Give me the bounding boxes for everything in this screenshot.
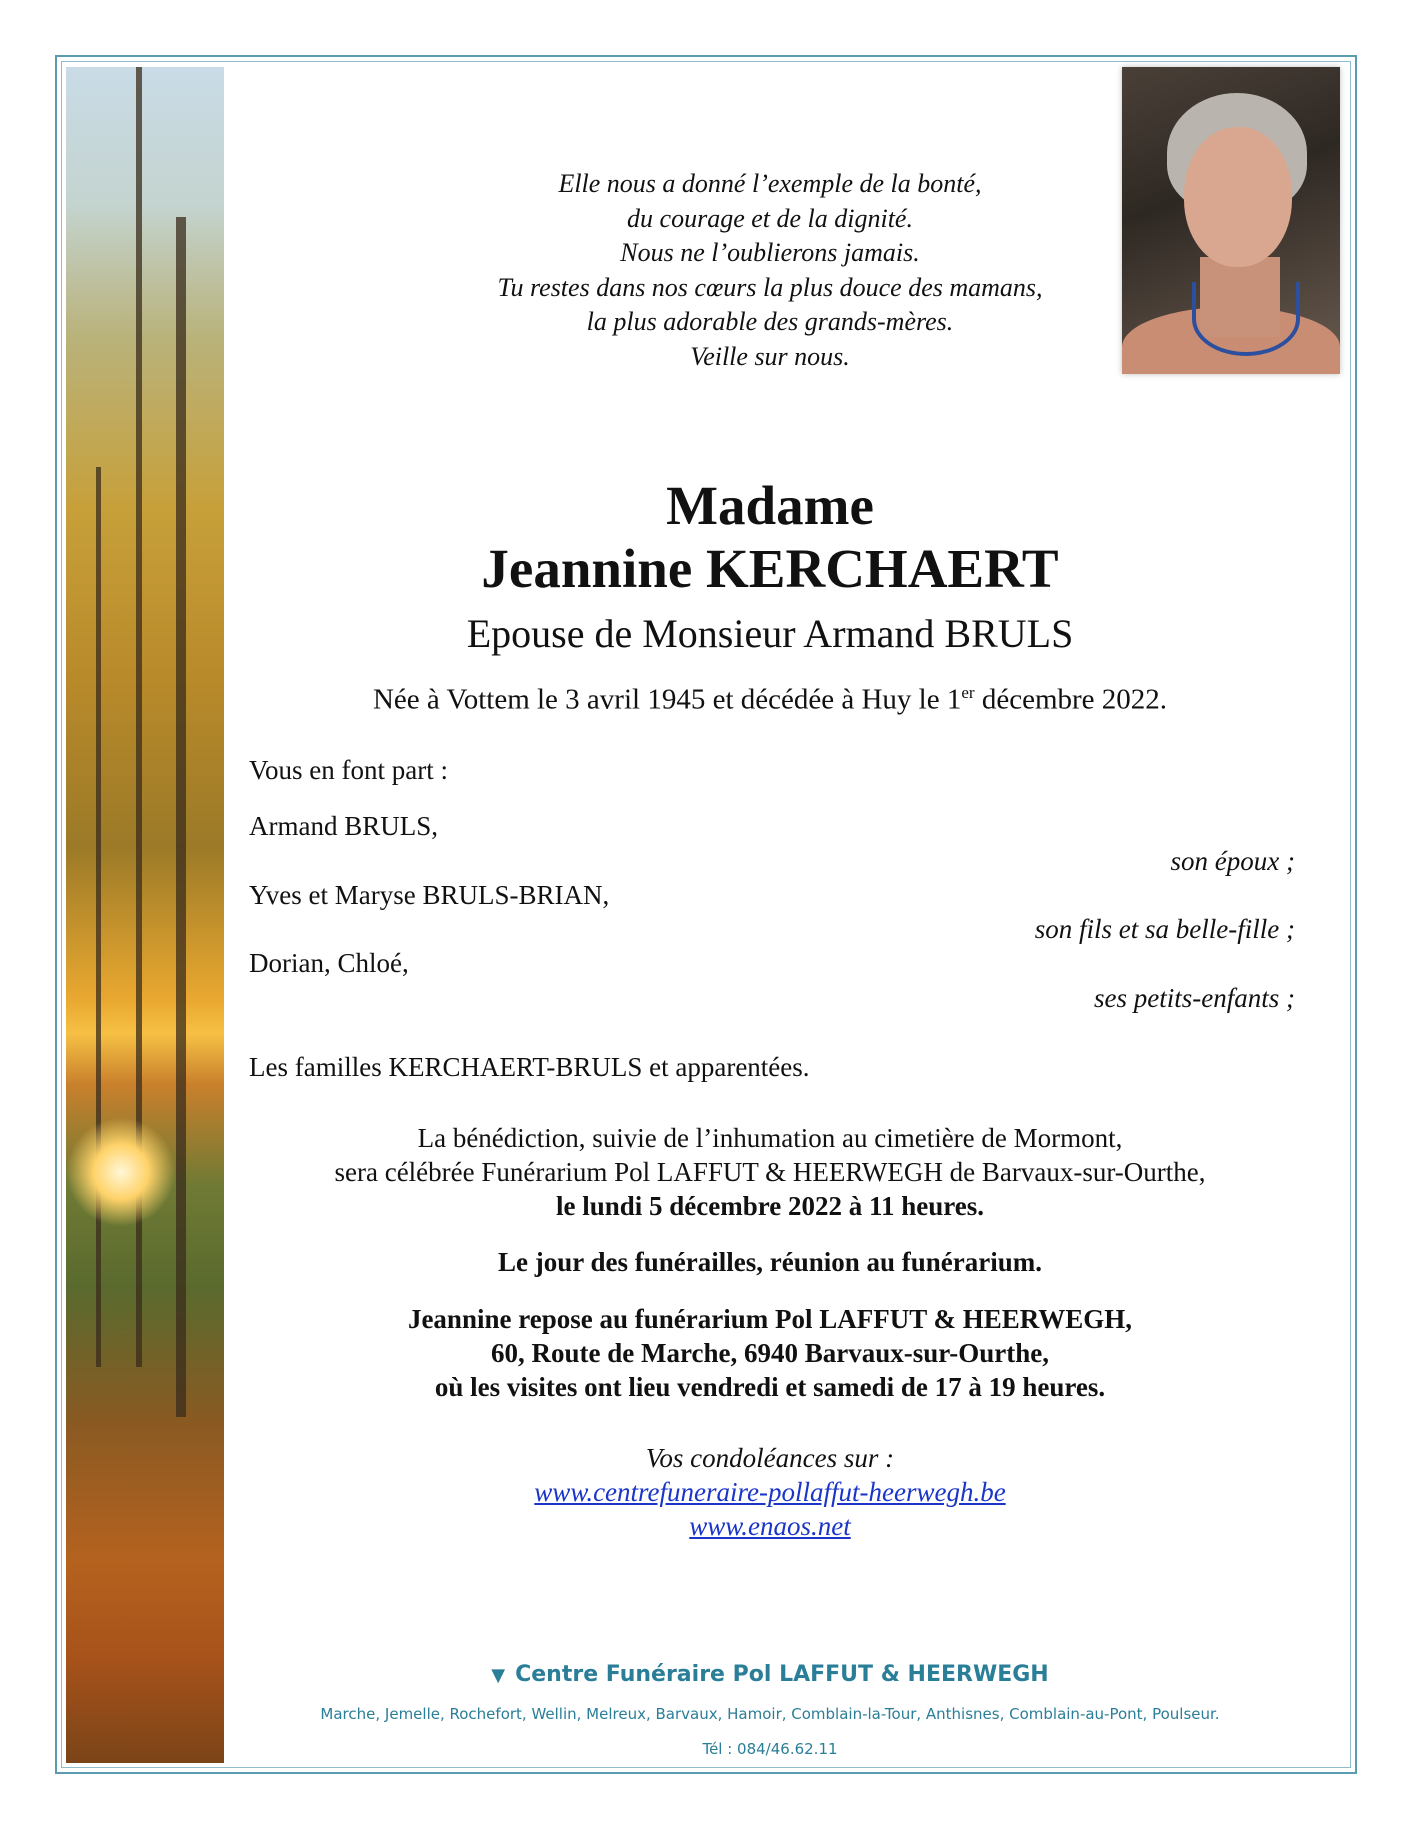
poem-line: Elle nous a donné l’exemple de la bonté, (558, 169, 982, 198)
birth-death-line (250, 683, 1290, 717)
ceremony-line: sera célébrée Funérarium Pol LAFFUT & HEERWEGH de Barvaux-sur-Ourthe, (334, 1157, 1206, 1187)
condolences-link-funeral-center[interactable]: www.centrefuneraire-pollaffut-heerwegh.be (534, 1477, 1006, 1507)
born-sup: er (961, 683, 975, 702)
family-member-relation: son époux ; (1170, 846, 1295, 876)
poem-line: Nous ne l’oublierons jamais. (620, 238, 920, 267)
rest-block (250, 1302, 1290, 1404)
family-member-name: Armand BRULS, (249, 811, 438, 841)
footer-company (250, 1662, 1290, 1687)
condolences-block (250, 1441, 1290, 1543)
born-end: décembre 2022. (974, 683, 1168, 716)
poem-line: la plus adorable des grands-mères. (586, 307, 954, 336)
rest-line: où les visites ont lieu vendredi et samedi de 17 à 19 heures. (434, 1372, 1106, 1402)
rest-line: Jeannine repose au funérarium Pol LAFFUT & HEERWEGH, (407, 1304, 1133, 1334)
family-member-relation: son fils et sa belle-fille ; (1034, 914, 1295, 944)
family-member-name: Dorian, Chloé, (249, 948, 409, 978)
poem-line: Veille sur nous. (690, 341, 850, 371)
ceremony-block (250, 1121, 1290, 1223)
footer-towns: Marche, Jemelle, Rochefort, Wellin, Melreux, Barvaux, Hamoir, Comblain-la-Tour, Anthisnes, Comblain-au-Pont, Poulseur. (320, 1705, 1220, 1723)
condolences-link-enaos[interactable]: www.enaos.net (689, 1511, 851, 1541)
spouse-line: Epouse de Monsieur Armand BRULS (466, 611, 1074, 656)
family-member-name: Yves et Maryse BRULS-BRIAN, (249, 880, 610, 910)
meeting-line: Le jour des funérailles, réunion au funérarium. (497, 1247, 1042, 1277)
deceased-name: Jeannine KERCHAERT (481, 538, 1059, 599)
condolences-label: Vos condoléances sur : (645, 1443, 895, 1473)
autumn-forest-image (66, 67, 224, 1763)
memorial-poem (380, 167, 1160, 374)
ceremony-date: le lundi 5 décembre 2022 à 11 heures. (555, 1191, 984, 1221)
families-line: Les familles KERCHAERT-BRULS et apparentées. (249, 1052, 810, 1082)
deceased-title: Madame (666, 475, 874, 536)
poem-line: du courage et de la dignité. (627, 203, 913, 233)
rest-line: 60, Route de Marche, 6940 Barvaux-sur-Ourthe, (491, 1338, 1049, 1368)
announcement-intro: Vous en font part : (249, 755, 448, 785)
family-member-relation: ses petits-enfants ; (1094, 983, 1295, 1013)
footer-telephone: Tél : 084/46.62.11 (702, 1740, 838, 1758)
triangle-down-icon: ▼ (491, 1665, 506, 1686)
sunburst (66, 1117, 176, 1227)
footer-company-name: Centre Funéraire Pol LAFFUT & HEERWEGH (515, 1662, 1049, 1687)
poem-line: Tu restes dans nos cœurs la plus douce des mamans, (497, 272, 1043, 302)
born-text: Née à Vottem le 3 avril 1945 et décédée à Huy le 1 (372, 683, 962, 716)
ceremony-line: La bénédiction, suivie de l’inhumation au cimetière de Mormont, (417, 1123, 1123, 1153)
